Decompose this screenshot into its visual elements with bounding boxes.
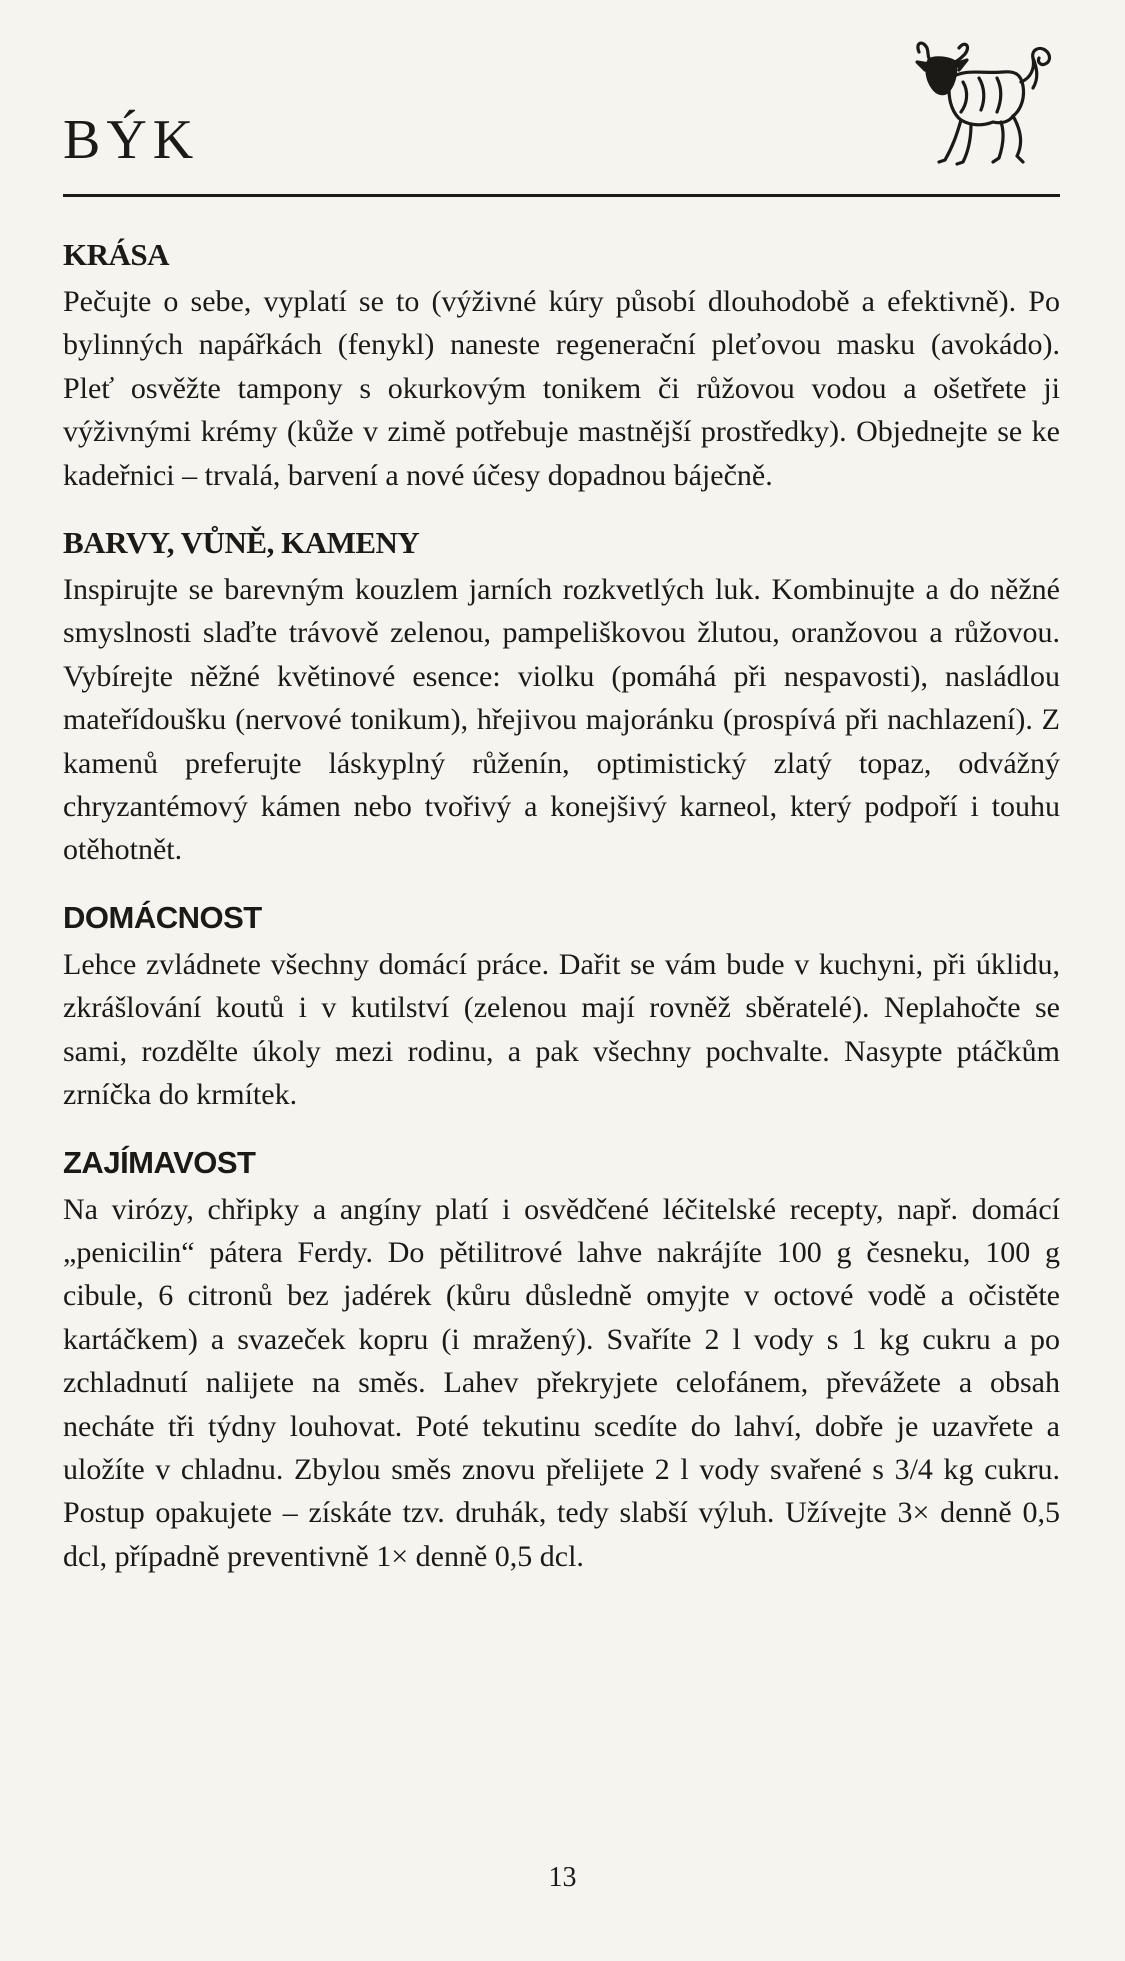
section-text: Lehce zvládnete všechny domácí práce. Dařit se vám bude v kuchyni, při úklidu, zkrášlování koutů i v kutilství (zelenou mají rovněž sběratelé). Neplahočte se sami, rozdělte úkoly mezi rodinu, a pak všechny pochvalte. Nasypte ptáčkům zrníčka do krmítek.	[63, 947, 1060, 1112]
section-heading: ZAJÍMAVOST	[63, 1144, 256, 1180]
header-divider	[63, 194, 1060, 197]
taurus-bull-icon	[905, 38, 1060, 168]
section-text: Inspirujte se barevným kouzlem jarních rozkvetlých luk. Kombinujte a do něžné smyslnosti slaďte trávově zelenou, pampeliškovou žlutou, oranžovou a růžovou. Vybírejte něžné květinové esence: violku (pomáhá při nespavosti), nasládlou mateřídoušku (nervové tonikum), hřejivou majoránku (prospívá při nachlazení). Z kamenů preferujte láskyplný růženín, optimistický zlatý topaz, odvážný chryzantémový kámen nebo tvořivý a konejšivý karneol, který podpoří i touhu otěhotnět.	[63, 573, 1060, 867]
section-heading: DOMÁCNOST	[63, 899, 262, 935]
section-zajimavost	[63, 1140, 1060, 1579]
chapter-title: BÝK	[63, 109, 200, 171]
section-text: Na virózy, chřipky a angíny platí i osvědčené léčitelské recepty, např. domácí „penicilin“ pátera Ferdy. Do pětilitrové lahve nakrájíte 100 g česneku, 100 g cibule, 6 citronů bez jadérek (kůru důsledně omyjte v octové vodě a očistěte kartáčkem) a svazeček kopru (i mražený). Svaříte 2 l vody s 1 kg cukru a po zchladnutí nalijete na směs. Lahev překryjete celofánem, převážete a obsah necháte tři týdny louhovat. Poté tekutinu scedíte do lahví, dobře je uzavřete a uložíte v chladnu. Zbylou směs znovu přelijete 2 l vody svařené s 3/4 kg cukru. Postup opakujete – získáte tzv. druhák, tedy slabší výluh. Užívejte 3× denně 0,5 dcl, případně preventivně 1× denně 0,5 dcl.	[63, 1192, 1060, 1573]
section-domacnost	[63, 895, 1060, 1117]
section-heading: BARVY, VŮNĚ, KAMENY	[63, 525, 420, 561]
section-barvy-vune-kameny	[63, 520, 1060, 872]
section-heading: KRÁSA	[63, 237, 170, 272]
page-content	[63, 232, 1060, 1601]
page-number: 13	[548, 1862, 577, 1893]
section-text: Pečujte o sebe, vyplatí se to (výživné kúry působí dlouhodobě a efektivně). Po bylinných napářkách (fenykl) naneste regenerační pleťovou masku (avokádo). Pleť osvěžte tampony s okurkovým tonikem či růžovou vodou a ošetřete ji výživnými krémy (kůže v zimě potřebuje mastnější prostředky). Objednejte se ke kadeřnici – trvalá, barvení a nové účesy dopadnou báječně.	[63, 285, 1060, 492]
section-krasa	[63, 232, 1060, 497]
